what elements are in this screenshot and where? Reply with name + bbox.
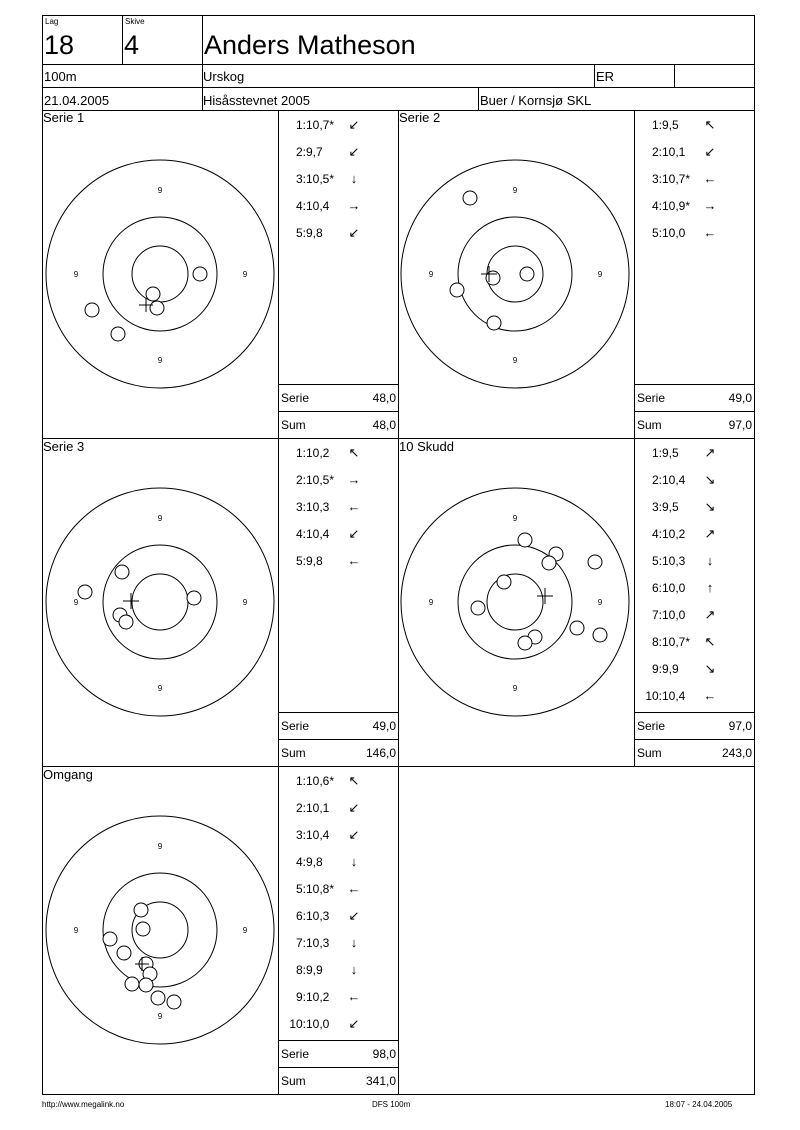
shot-row: 2:9,7 ↙: [278, 145, 364, 159]
sum-value: 97,0: [728, 418, 752, 432]
direction-arrow-icon: ↗: [704, 445, 716, 460]
shot-hole: [518, 636, 532, 650]
shot-row: 2:10,5* →: [278, 473, 364, 487]
panel-title: Serie 3: [43, 439, 85, 454]
shot-row: 3:10,7* ←: [634, 172, 720, 186]
shot-hole: [471, 601, 485, 615]
center-of-group-mark: [123, 593, 139, 609]
ring-label: 9: [73, 270, 79, 279]
serie-label: Serie: [637, 719, 666, 733]
target-diagram: [399, 486, 633, 720]
shot-hole: [103, 932, 117, 946]
shot-row: 4:10,4 →: [278, 199, 364, 213]
shot-hole: [450, 283, 464, 297]
shot-row: 3:10,3 ←: [278, 500, 364, 514]
ring-label: 9: [428, 270, 434, 279]
shot-row: 7:10,3 ↓: [278, 936, 364, 950]
range-name: Buer / Kornsjø SKL: [480, 93, 592, 108]
shot-row: 8:10,7* ↖: [634, 635, 720, 649]
shot-row: 4:10,9* →: [634, 199, 720, 213]
sum-label: Sum: [281, 746, 306, 760]
direction-arrow-icon: ←: [347, 989, 361, 1004]
serie-label: Serie: [281, 1047, 310, 1061]
center-of-group-mark: [537, 588, 553, 604]
shot-hole: [486, 271, 500, 285]
shot-row: 4:9,8 ↓: [278, 855, 364, 869]
ring-label: 9: [73, 598, 79, 607]
target-diagram: [43, 814, 277, 1048]
shot-hole: [85, 303, 99, 317]
footer-url: http://www.megalink.no: [42, 1100, 125, 1109]
direction-arrow-icon: ↓: [350, 171, 358, 186]
ring-label: 9: [597, 270, 603, 279]
ring-label: 9: [512, 186, 518, 195]
skive-value: 4: [124, 30, 140, 60]
ring-label: 9: [73, 926, 79, 935]
shot-row: 3:9,5 ↘: [634, 500, 720, 514]
sum-value: 48,0: [372, 418, 396, 432]
shot-hole: [78, 585, 92, 599]
target-diagram: [43, 486, 277, 720]
shot-row: 1:9,5 ↗: [634, 446, 720, 460]
shot-row: 5:10,0 ←: [634, 226, 720, 240]
skive-label: Skive: [125, 17, 145, 26]
shot-hole: [497, 575, 511, 589]
shot-row: 5:9,8 ←: [278, 554, 364, 568]
direction-arrow-icon: ↖: [348, 773, 360, 788]
direction-arrow-icon: ←: [347, 553, 361, 568]
panel-title: 10 Skudd: [399, 439, 454, 454]
lag-value: 18: [44, 30, 75, 60]
date: 21.04.2005: [44, 93, 110, 108]
ring-label: 9: [597, 598, 603, 607]
sum-label: Sum: [637, 418, 662, 432]
direction-arrow-icon: →: [347, 198, 361, 213]
direction-arrow-icon: ←: [703, 171, 717, 186]
panel-title: Serie 1: [43, 110, 85, 125]
sum-value: 341,0: [365, 1074, 396, 1088]
serie-label: Serie: [637, 391, 666, 405]
shot-hole: [125, 977, 139, 991]
sum-label: Sum: [281, 1074, 306, 1088]
direction-arrow-icon: ↖: [704, 634, 716, 649]
shot-hole: [193, 267, 207, 281]
sum-label: Sum: [281, 418, 306, 432]
ring-label: 9: [157, 684, 163, 693]
shot-hole: [146, 287, 160, 301]
serie-label: Serie: [281, 719, 310, 733]
direction-arrow-icon: ↗: [704, 607, 716, 622]
shot-hole: [117, 946, 131, 960]
direction-arrow-icon: ↑: [706, 580, 714, 595]
ring-label: 9: [428, 598, 434, 607]
direction-arrow-icon: ↖: [704, 117, 716, 132]
serie-label: Serie: [281, 391, 310, 405]
shot-hole: [111, 327, 125, 341]
shot-hole: [588, 555, 602, 569]
ring-label: 9: [157, 356, 163, 365]
shot-row: 2:10,4 ↘: [634, 473, 720, 487]
direction-arrow-icon: ↙: [348, 908, 360, 923]
lag-label: Lag: [45, 17, 59, 26]
shot-hole: [167, 995, 181, 1009]
shot-row: 1:10,6* ↖: [278, 774, 364, 788]
direction-arrow-icon: ↙: [348, 117, 360, 132]
ring-label: 9: [242, 926, 248, 935]
target-diagram: [43, 158, 277, 392]
serie-value: 48,0: [372, 391, 396, 405]
event-name: Hisåsstevnet 2005: [203, 93, 310, 108]
direction-arrow-icon: ←: [347, 881, 361, 896]
direction-arrow-icon: ↙: [348, 526, 360, 541]
shot-hole: [136, 922, 150, 936]
shot-row: 5:10,3 ↓: [634, 554, 720, 568]
shot-row: 6:10,0 ↑: [634, 581, 720, 595]
sum-label: Sum: [637, 746, 662, 760]
shot-row: 6:10,3 ↙: [278, 909, 364, 923]
direction-arrow-icon: ↓: [350, 935, 358, 950]
shot-hole: [119, 615, 133, 629]
shot-row: 3:10,4 ↙: [278, 828, 364, 842]
shot-hole: [151, 991, 165, 1005]
ring-label: 9: [512, 514, 518, 523]
ring-label: 9: [512, 356, 518, 365]
shot-row: 1:10,2 ↖: [278, 446, 364, 460]
shot-row: 2:10,1 ↙: [634, 145, 720, 159]
shot-hole: [520, 267, 534, 281]
direction-arrow-icon: ↓: [350, 854, 358, 869]
shot-row: 10:10,0 ↙: [278, 1017, 364, 1031]
shooter-name: Anders Matheson: [204, 30, 416, 60]
shot-hole: [570, 621, 584, 635]
direction-arrow-icon: ↘: [704, 499, 716, 514]
shot-hole: [593, 628, 607, 642]
club: Urskog: [203, 69, 245, 84]
direction-arrow-icon: ←: [703, 688, 717, 703]
ring-label: 9: [157, 186, 163, 195]
shot-row: 5:9,8 ↙: [278, 226, 364, 240]
shot-hole: [187, 591, 201, 605]
ring-label: 9: [157, 514, 163, 523]
shot-hole: [487, 316, 501, 330]
direction-arrow-icon: ↙: [348, 800, 360, 815]
direction-arrow-icon: ←: [347, 499, 361, 514]
direction-arrow-icon: ↘: [704, 472, 716, 487]
direction-arrow-icon: ↖: [348, 445, 360, 460]
direction-arrow-icon: ↓: [706, 553, 714, 568]
distance: 100m: [44, 69, 77, 84]
footer-program: DFS 100m: [372, 1100, 411, 1109]
direction-arrow-icon: ↙: [348, 827, 360, 842]
ring-label: 9: [157, 1012, 163, 1021]
direction-arrow-icon: →: [703, 198, 717, 213]
ring-label: 9: [512, 684, 518, 693]
direction-arrow-icon: ↘: [704, 661, 716, 676]
direction-arrow-icon: ↙: [348, 1016, 360, 1031]
serie-value: 49,0: [372, 719, 396, 733]
direction-arrow-icon: ↙: [348, 225, 360, 240]
shot-row: 4:10,4 ↙: [278, 527, 364, 541]
direction-arrow-icon: ↓: [350, 962, 358, 977]
direction-arrow-icon: ←: [703, 225, 717, 240]
sum-value: 243,0: [721, 746, 752, 760]
serie-value: 97,0: [728, 719, 752, 733]
shot-row: 1:9,5 ↖: [634, 118, 720, 132]
shot-hole: [134, 903, 148, 917]
shot-row: 8:9,9 ↓: [278, 963, 364, 977]
direction-arrow-icon: ↗: [704, 526, 716, 541]
panel-title: Serie 2: [399, 110, 441, 125]
panel-title: Omgang: [43, 767, 93, 782]
shot-row: 1:10,7* ↙: [278, 118, 364, 132]
serie-value: 49,0: [728, 391, 752, 405]
shot-row: 5:10,8* ←: [278, 882, 364, 896]
serie-value: 98,0: [372, 1047, 396, 1061]
shot-row: 2:10,1 ↙: [278, 801, 364, 815]
shot-hole: [115, 565, 129, 579]
direction-arrow-icon: ↙: [348, 144, 360, 159]
ring-label: 9: [242, 598, 248, 607]
shot-row: 7:10,0 ↗: [634, 608, 720, 622]
shot-hole: [518, 533, 532, 547]
sum-value: 146,0: [365, 746, 396, 760]
shot-hole: [150, 301, 164, 315]
shot-row: 9:10,2 ←: [278, 990, 364, 1004]
shot-row: 3:10,5* ↓: [278, 172, 364, 186]
direction-arrow-icon: ↙: [704, 144, 716, 159]
direction-arrow-icon: →: [347, 472, 361, 487]
footer-timestamp: 18:07 - 24.04.2005: [665, 1100, 733, 1109]
shot-row: 10:10,4 ←: [634, 689, 720, 703]
shot-row: 9:9,9 ↘: [634, 662, 720, 676]
target-diagram: [399, 158, 633, 392]
shot-hole: [139, 978, 153, 992]
shot-hole: [542, 556, 556, 570]
shot-row: 4:10,2 ↗: [634, 527, 720, 541]
ring-label: 9: [242, 270, 248, 279]
ring-label: 9: [157, 842, 163, 851]
shot-hole: [463, 191, 477, 205]
class: ER: [596, 69, 615, 84]
